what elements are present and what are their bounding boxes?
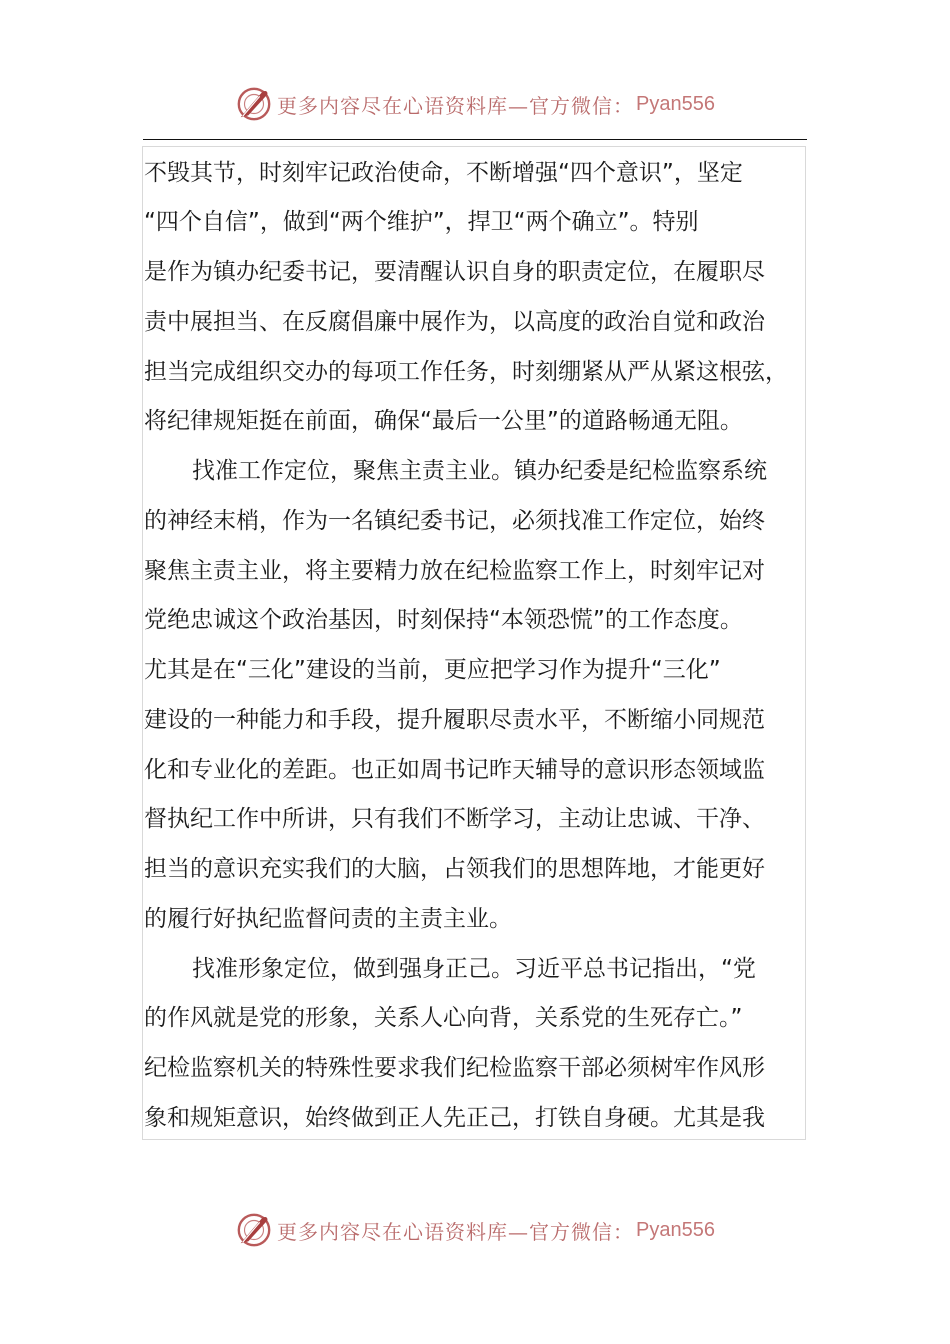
- text-line: 建设的一种能力和手段，提升履职尽责水平，不断缩小同规范: [144, 707, 765, 733]
- text-line: 督执纪工作中所讲，只有我们不断学习，主动让忠诚、干净、: [144, 806, 765, 832]
- text-line: 的神经末梢，作为一名镇纪委书记，必须找准工作定位，始终: [144, 508, 765, 534]
- text-line: “四个自信”，做到“两个维护”，捍卫“两个确立”。特别: [144, 209, 699, 235]
- text-line: 将纪律规矩挺在前面，确保“最后一公里”的道路畅通无阻。: [144, 408, 743, 434]
- footer-banner: [0, 1208, 950, 1252]
- text-line: 党绝忠诚这个政治基因，时刻保持“本领恐慌”的工作态度。: [144, 607, 743, 633]
- quill-logo-icon: [235, 85, 273, 123]
- header-banner-text: 更多内容尽在心语资料库—官方微信：: [277, 93, 635, 118]
- text-line: 尤其是在“三化”建设的当前，更应把学习作为提升“三化”: [144, 657, 721, 683]
- text-line: 纪检监察机关的特殊性要求我们纪检监察干部必须树牢作风形: [144, 1055, 765, 1081]
- content-frame: [142, 146, 806, 1140]
- text-line: 是作为镇办纪委书记，要清醒认识自身的职责定位，在履职尽: [144, 259, 765, 285]
- text-line: 担当完成组织交办的每项工作任务，时刻绷紧从严从紧这根弦，: [144, 359, 788, 385]
- footer-wechat-handle: Pyan556: [636, 1218, 715, 1241]
- text-line: 的履行好执纪监督问责的主责主业。: [144, 906, 512, 932]
- header-banner: [0, 82, 950, 126]
- text-line: 不毁其节，时刻牢记政治使命，不断增强“四个意识”，坚定: [144, 160, 743, 186]
- text-line: 聚焦主责主业，将主要精力放在纪检监察工作上，时刻牢记对: [144, 558, 765, 584]
- text-line: 象和规矩意识，始终做到正人先正己，打铁自身硬。尤其是我: [144, 1105, 765, 1131]
- text-line: 责中展担当、在反腐倡廉中展作为，以高度的政治自觉和政治: [144, 309, 765, 335]
- quill-logo-icon: [235, 1211, 273, 1249]
- text-line: 的作风就是党的形象，关系人心向背，关系党的生死存亡。”: [144, 1005, 743, 1031]
- text-line: 担当的意识充实我们的大脑，占领我们的思想阵地，才能更好: [144, 856, 765, 882]
- text-line: 找准工作定位，聚焦主责主业。镇办纪委是纪检监察系统: [192, 458, 767, 484]
- footer-banner-text: 更多内容尽在心语资料库—官方微信：: [277, 1219, 635, 1244]
- header-divider: [143, 139, 807, 140]
- header-wechat-handle: Pyan556: [636, 92, 715, 115]
- text-line: 找准形象定位，做到强身正己。习近平总书记指出，“党: [192, 956, 756, 982]
- text-line: 化和专业化的差距。也正如周书记昨天辅导的意识形态领域监: [144, 757, 765, 783]
